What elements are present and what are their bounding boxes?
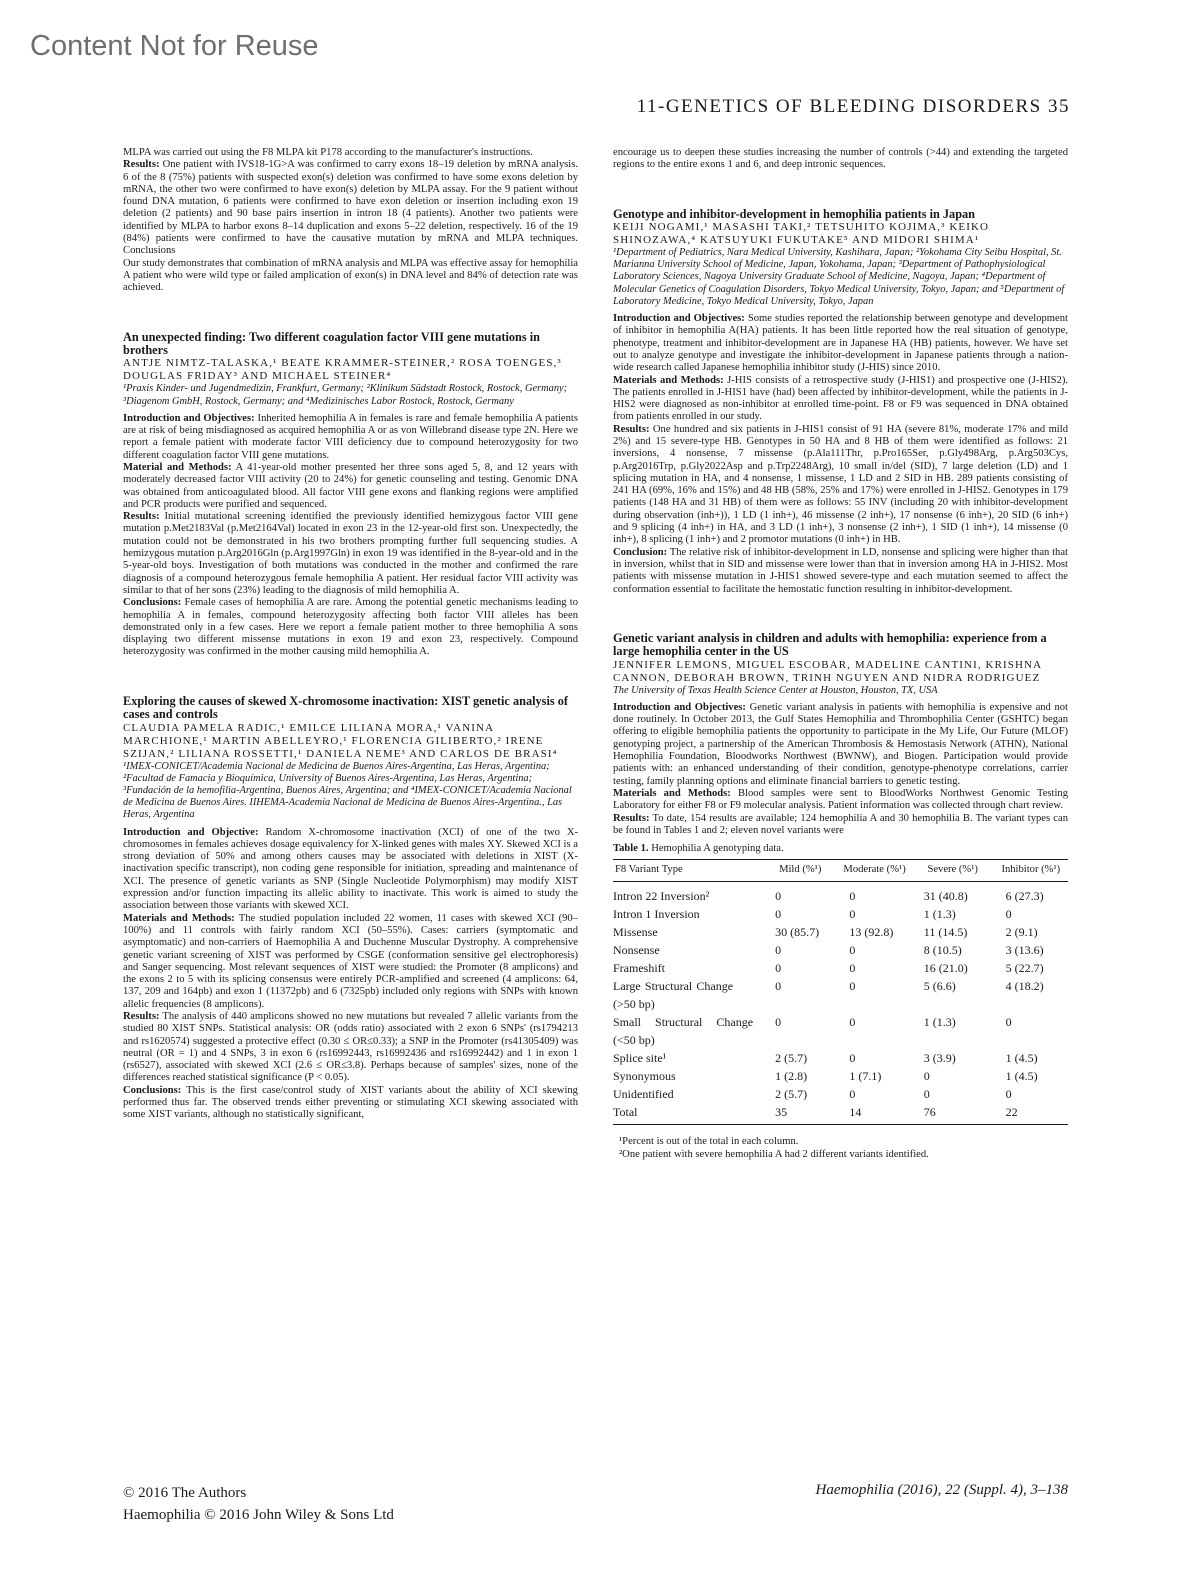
results-paragraph — [123, 511, 578, 597]
table-cell: 31 (40.8) — [923, 889, 968, 904]
abstract-continuation: MLPA was carried out using the F8 MLPA kit P178 according to the manufacturer's instructions. — [123, 147, 533, 158]
right-column — [613, 147, 1068, 1161]
abstract-continuation-conclusion: Our study demonstrates that combination of mRNA analysis and MLPA was effective assay for hemophilia A patient who were wild type or failed amplication of exon(s) in DNA level and 84% of detection rate was achieved. — [123, 257, 578, 294]
table-cell: 2 (5.7) — [775, 1087, 808, 1102]
table-footnotes — [613, 1135, 1068, 1161]
abstract-continuation: encourage us to deepen these studies increasing the number of controls (>44) and extending the targeted regions to the entire exons 1 and 6, and deep intronic sequences. — [613, 147, 1068, 171]
abstract-us-variant-analysis — [613, 632, 1068, 1162]
section-label: Conclusion: — [613, 546, 668, 558]
methods-paragraph — [123, 913, 578, 1011]
affiliations: The University of Texas Health Science Center at Houston, Houston, TX, USA — [613, 684, 938, 696]
table-cell: Large Structural Change (>50 bp) — [613, 979, 734, 1012]
abstract-two-mutations — [123, 331, 578, 659]
section-text: Some studies reported the relationship between genotype and development of inhibitor in hemophilia A(HA) patients. It has been little reported how the real situation of genotype, phenotype, treatment and inhibitor-development are in Japanese HA (HB) patients, however. We have set out to analyze genotype and investigate the inhibitor-development in Japanese patients through a nation-wide research called Japanese hemophilia inhibitor study (J-HIS) since 2010. — [613, 313, 1068, 374]
results-paragraph — [613, 813, 1068, 838]
genotyping-table — [613, 859, 1068, 1125]
running-head: 11-GENETICS OF BLEEDING DISORDERS 35 — [636, 96, 1070, 117]
table-cell: Synonymous — [613, 1069, 676, 1084]
table-cell: 6 (27.3) — [1005, 889, 1044, 904]
section-label: Results: — [613, 423, 650, 435]
table-cell: 0 — [849, 1015, 856, 1030]
column-header: Moderate (%¹) — [837, 860, 911, 882]
section-label: Material and Methods: — [123, 461, 232, 473]
table-row-total — [613, 1103, 1068, 1125]
table-cell: Small Structural Change (<50 bp) — [613, 1015, 754, 1048]
table-caption-label: Table 1. — [613, 843, 649, 855]
author-list: KEIJI NOGAMI,¹ MASASHI TAKI,² TETSUHITO KOJIMA,³ KEIKO SHINOZAWA,⁴ KATSUYUKI FUKUTAKE⁵ AND MIDORI SHIMA¹ — [613, 221, 990, 246]
section-text: To date, 154 results are available; 124 hemophilia A and 30 hemophilia B. The variant types can be found in Tables 1 and 2; eleven novel variants were — [613, 812, 1068, 836]
left-column — [123, 147, 578, 1122]
section-text: Female cases of hemophilia A are rare. Among the potential genetic mechanisms leading to hemophilia A in females, compound heterozygosity affecting both factor VIII alleles has been demonstrated only in a few cases. Here we report a female patient mother to three hemophilia A sons displaying two different missense mutations in exon 19 and exon 23, respectively. Compound heterozygosity was confirmed in the mother causing mild hemophilia A. — [123, 597, 578, 658]
section-text: The relative risk of inhibitor-development in LD, nonsense and splicing were higher than that in inversion, whilst that in SID and missense were lower than that in inversion among HA in J-HIS2. Most patients with missense mutation in J-HIS1 showed severe-type and each mutation seemed to affect the conformation essential to facilitate the hemostatic function resulting in inhibitor-development. — [613, 546, 1068, 595]
section-text: The studied population included 22 women, 11 cases with skewed XCI (90–100%) and 11 controls with fairly random XCI (50–55%). Cases: carriers (symptomatic and asymptomatic) and non-carriers of Haemophilia A and Duchenne Muscular Dystrophy. A comprehensive genetic variant screening of XIST was performed by CSGE (conformation sensitive gel electrophoresis) and Sanger sequencing. Most relevant sequences of XIST were studied: the Promoter (8 amplicons) and the exons 2 to 5 with its splicing consensus were entirely PCR-amplified and screened (4 amplicons: 64, 137, 209 and 164pb) and exon 1 (11372pb) and 6 (7325pb) included only regions with SNPs with known allelic frequencies (8 amplicons). — [123, 912, 578, 1010]
table-row — [613, 882, 1068, 906]
table-cell: Frameshift — [613, 961, 665, 976]
intro-paragraph — [123, 413, 578, 462]
table-cell: 1 (4.5) — [1005, 1051, 1038, 1066]
conclusion-paragraph — [613, 547, 1068, 596]
table-cell: 3 (3.9) — [923, 1051, 956, 1066]
table-row — [613, 905, 1068, 923]
table-cell: 0 — [775, 961, 782, 976]
table-cell: 1 (1.3) — [923, 1015, 956, 1030]
intro-paragraph — [123, 827, 578, 913]
table-cell: 0 — [923, 1069, 930, 1084]
abstract-title: Genotype and inhibitor-development in hemophilia patients in Japan — [613, 206, 976, 221]
table-cell: 30 (85.7) — [775, 925, 820, 940]
table-cell: 0 — [775, 943, 782, 958]
table-header-row — [613, 860, 1068, 882]
footer-citation: Haemophilia (2016), 22 (Suppl. 4), 3–138 — [815, 1482, 1068, 1498]
section-text: Random X-chromosome inactivation (XCI) of one of the two X-chromosomes in females achieves dosage equivalency for X-linked genes with males XY. Skewed XCI is a strong deviation of 50% and among others causes may be associated with deletions in XIST (X-inactivation specific transcript), non coding gene responsible for initiation, spreading and maintenance of XCI. The presence of genetic variants as SNP (Single Nucleotide Polymorphism) may modify XIST expression and/or function impacting its allelic ability to inactivate. This work is aimed to study the association between those variants with skewed XCI. — [123, 826, 579, 912]
methods-paragraph — [123, 462, 578, 511]
column-header: F8 Variant Type — [613, 860, 763, 882]
section-label: Introduction and Objectives: — [613, 313, 745, 325]
abstract-title: Exploring the causes of skewed X-chromosome inactivation: XIST genetic analysis of cases and controls — [123, 693, 568, 722]
table-cell: Splice site¹ — [613, 1051, 667, 1066]
conclusions-paragraph — [123, 1085, 578, 1122]
section-label: Results: — [123, 1011, 160, 1022]
table-caption-text: Hemophilia A genotyping data. — [651, 843, 784, 855]
table-cell: 0 — [1005, 907, 1012, 922]
section-text: One patient with IVS18-1G>A was confirmed to carry exons 18–19 deletion by mRNA analysis. 6 of the 8 (75%) patients with suspected exon(s) deletion was confirmed to have some exons deletion by mRNA, the other two were confirmed to have exon(s) deletion by MLPA assay. For the 9 patient without found DNA mutation, 6 patients were confirmed to have exon deletion or insertion including exon 19 deletion (2 patients) and 90 base pairs insertion in intron 18 (4 patients). Another two patients were identified by MLPA to harbor exons 8–14 duplication and exons 5–22 deletion, respectively. 16 of the 19 (84%) patients were confirmed to have the causative mutation by mRNA and MLPA techniques. Conclusions — [123, 159, 578, 257]
intro-paragraph — [613, 313, 1068, 374]
abstract-japan-inhibitor — [613, 208, 1068, 596]
author-list: ANTJE NIMTZ-TALASKA,¹ BEATE KRAMMER-STEINER,² ROSA TOENGES,³ DOUGLAS FRIDAY³ AND MICHAEL STEINER⁴ — [123, 357, 562, 383]
affiliations: ¹IMEX-CONICET/Academia Nacional de Medicina de Buenos Aires-Argentina, Las Heras, Argentina; ²Facultad de Famacia y Bioquímica, University of Buenos Aires-Argentina, Las Heras, Argentina; ³Fundación de la hemofilia-Argentina, Buenos Aires, Argentina; and ⁴IMEX-CONICET/Academia Nacional de Medicina de Buenos Aires. IIHEMA-Academia Nacional de Medicina de Buenos Aires-Argentina., Las Heras, Argentina — [123, 760, 572, 821]
table-cell: 0 — [775, 1015, 782, 1030]
table-row — [613, 923, 1068, 941]
author-list: JENNIFER LEMONS, MIGUEL ESCOBAR, MADELINE CANTINI, KRISHNA CANNON, DEBORAH BROWN, TRINH NGUYEN AND NIDRA RODRIGUEZ — [613, 658, 1042, 684]
results-paragraph — [613, 424, 1068, 547]
table-cell: 1 (1.3) — [923, 907, 956, 922]
table-cell: Intron 1 Inversion — [613, 907, 700, 922]
table-cell: 5 (22.7) — [1005, 961, 1044, 976]
table-cell: 13 (92.8) — [849, 925, 894, 940]
table-cell: 0 — [849, 979, 856, 994]
table-row — [613, 1085, 1068, 1103]
table-cell: 14 — [837, 1103, 911, 1125]
table-cell: Total — [613, 1103, 763, 1125]
section-text: J-HIS consists of a retrospective study (J-HIS1) and prospective one (J-HIS2). The patients enrolled in J-HIS1 have (had) been affected by inhibitor-development, while the patients in J-HIS2 were diagnosed as non-inhibitor at enrolled time-point. F8 or F9 was sequenced in DNA obtained from patients enrolled in our study. — [613, 374, 1068, 423]
affiliations: ¹Department of Pediatrics, Nara Medical University, Kashihara, Japan; ²Yokohama City Seibu Hospital, St. Marianna University School of Medicine, Japan, Yokohama, Japan; ³Department of Pathophysiological Laboratory Sciences, Nagoya University Graduate School of Medicine, Nagoya, Japan; ⁴Department of Molecular Genetics of Coagulation Disorders, Tokyo Medical University, Tokyo, Japan; and ⁵Department of Laboratory Medicine, Tokyo Medical University, Tokyo, Japan — [613, 247, 1065, 307]
methods-paragraph — [613, 788, 1068, 813]
footer-copyright — [123, 1482, 394, 1526]
table-cell: 0 — [923, 1087, 930, 1102]
table-cell: 0 — [849, 943, 856, 958]
section-label: Introduction and Objective: — [123, 826, 259, 838]
table-cell: 2 (5.7) — [775, 1051, 808, 1066]
table-cell: 35 — [763, 1103, 837, 1125]
section-text: Genetic variant analysis in patients with hemophilia is expensive and not done routinely. In October 2013, the Gulf States Hemophilia and Thrombophilia Center (GSHTC) began offering to eligible hemophilia patients the opportunity to participate in the My Life, Our Future (MLOF) genotyping project, a partnership of the American Thrombosis & Hemostasis Network (ATHN), National Hemophilia Foundation, Bloodworks Northwest (BWNW), and Biogen. Participation would provide patients with: an enhanced understanding of their condition, genotype-phenotype correlations, carrier testing, family planning options and eliminate financial barriers to genetic testing. — [613, 701, 1068, 787]
table-cell: 11 (14.5) — [923, 925, 968, 940]
table-cell: 3 (13.6) — [1005, 943, 1044, 958]
section-label: Introduction and Objectives: — [613, 701, 746, 713]
table-cell: 22 — [994, 1103, 1068, 1125]
table-row — [613, 1013, 1068, 1049]
abstract-continuation-results — [123, 159, 578, 257]
table-row — [613, 977, 1068, 1013]
section-label: Results: — [123, 159, 160, 171]
table-row — [613, 941, 1068, 959]
column-header: Inhibitor (%¹) — [994, 860, 1068, 882]
table-cell: 0 — [1005, 1087, 1012, 1102]
section-label: Introduction and Objectives: — [123, 412, 255, 424]
table-cell: Nonsense — [613, 943, 660, 958]
table-cell: 2 (9.1) — [1005, 925, 1038, 940]
table-cell: Missense — [613, 925, 658, 940]
section-text: Initial mutational screening identified the previously identified hemizygous factor VIII gene mutation p.Met2183Val (p.Met2164Val) located in exon 23 in the 12-year-old first son. Unexpectedly, the mutation could not be demonstrated in his two brothers prompting further full sequencing studies. A hemizygous mutation p.Arg2016Gln (p.Arg1997Gln) in exon 19 was identified in the 8-year-old and in the 5-year-old boys. Investigation of both mutations was conducted in the mother and confirmed the rare diagnosis of a compound heterozygous female hemophilia A patient. Her residual factor VIII activity was similar to that of her sons (23%) leading to the diagnosis of mild hemophilia A. — [123, 511, 578, 596]
copyright-authors: © 2016 The Authors — [123, 1485, 247, 1501]
table-cell: 0 — [775, 889, 782, 904]
table-row — [613, 959, 1068, 977]
abstract-title: Genetic variant analysis in children and adults with hemophilia: experience from a large hemophilia center in the US — [613, 630, 1047, 659]
author-list: CLAUDIA PAMELA RADIC,¹ EMILCE LILIANA MORA,¹ VANINA MARCHIONE,¹ MARTIN ABELLEYRO,¹ FLORENCIA GILIBERTO,² IRENE SZIJAN,² LILIANA ROSSETTI,¹ DANIELA NEME³ AND CARLOS DE BRASI⁴ — [123, 721, 558, 760]
section-text: Blood samples were sent to BloodWorks Northwest Genomic Testing Laboratory for either F8 or F9 molecular analysis. Patient information was collected through chart review. — [613, 787, 1068, 812]
section-label: Conclusions: — [123, 1084, 182, 1096]
abstract-title: An unexpected finding: Two different coagulation factor VIII gene mutations in brothers — [123, 329, 540, 357]
intro-paragraph — [613, 702, 1068, 788]
table-cell: 5 (6.6) — [923, 979, 956, 994]
table-cell: 0 — [849, 907, 856, 922]
table-cell: 8 (10.5) — [923, 943, 962, 958]
conclusions-paragraph — [123, 597, 578, 658]
table-cell: 0 — [849, 889, 856, 904]
column-header: Mild (%¹) — [763, 860, 837, 882]
column-header: Severe (%¹) — [912, 860, 994, 882]
table-cell: 16 (21.0) — [923, 961, 968, 976]
table-cell: 0 — [849, 1087, 856, 1102]
table-row — [613, 1067, 1068, 1085]
section-text: The analysis of 440 amplicons showed no new mutations but revealed 7 allelic variants from the studied 80 XIST SNPs. Statistical analysis: OR (odds ratio) associated with 2 exon 6 SNPs' (rs1794213 and rs1620574) suggested a protective effect (0.30 ≤ OR≤0.33); a SNP in the Promoter (rs41305409) was neutral (OR = 1) and 4 SNPs, 3 in exon 6 (rs16992443, rs16992436 and rs16992442) and 1 in exon 1 (rs6527), associated with skewed XCI (2.6 ≤ OR≤3.8). Perhaps because of samples' sizes, none of the differences reached statistical significance (P < 0.05). — [123, 1011, 578, 1084]
section-label: Results: — [123, 511, 160, 523]
abstract-xist — [123, 695, 578, 1122]
section-text: One hundred and six patients in J-HIS1 consist of 91 HA (severe 81%, moderate 17% and mild 2%) and 15 severe-type HB. Genotypes in 50 HA and 8 HB of them were identified as follows: 21 inversions, 4 nonsense, 7 missense (p.Ala111Thr, p.Pro165Ser, p.Gly498Arg, p.Arg503Cys, p.Arg2016Trp, p.Gly2022Asp and p.Trp2248Arg), 10 small in/del (SID), 7 large deletion (LD) and 1 splicing mutation in HA, and 4 nonsense, 1 missense, 1 LD and 2 SID in HB. 289 patients consisting of 241 HA (69%, 16% and 15%) and 48 HB (58%, 25% and 17%) were enrolled in J-HIS2. Genotypes in 179 patients (148 HA and 31 HB) of them were as follows: 55 INV (including 20 with inhibitor-development during observation (inh+)), 1 LD (1 inh+), 46 missense (2 inh+), 17 nonsense (6 inh+), 20 SID (6 inh+) and 9 splicing (4 inh+) in HA, and 3 LD (1 inh+), 3 nonsense (2 inh+), 1 SID (1 inh+), 14 missense (0 inh+), 8 splicing (1 inh+) and 2 promotor mutations (0 inh+) in HB. — [613, 423, 1068, 546]
affiliations: ¹Praxis Kinder- und Jugendmedizin, Frankfurt, Germany; ²Klinikum Südstadt Rostock, Rostock, Germany; ³Diagenom GmbH, Rostock, Germany; and ⁴Medizinisches Labor Rostock, Rostock, Germany — [123, 383, 568, 407]
methods-paragraph — [613, 375, 1068, 424]
table-cell: 1 (4.5) — [1005, 1069, 1038, 1084]
results-paragraph — [123, 1011, 578, 1085]
section-label: Materials and Methods: — [613, 787, 731, 799]
table-row — [613, 1049, 1068, 1067]
table-cell: 0 — [775, 979, 782, 994]
section-label: Results: — [613, 812, 650, 824]
table-footnote: ¹Percent is out of the total in each column. — [619, 1136, 799, 1148]
table-cell: 76 — [912, 1103, 994, 1125]
watermark: Content Not for Reuse — [30, 30, 319, 62]
table-cell: 4 (18.2) — [1005, 979, 1044, 994]
table-cell: 1 (2.8) — [775, 1069, 808, 1084]
table-cell: 1 (7.1) — [849, 1069, 882, 1084]
table-cell: 0 — [849, 1051, 856, 1066]
table-cell: Intron 22 Inversion² — [613, 889, 710, 904]
copyright-publisher: Haemophilia © 2016 John Wiley & Sons Ltd — [123, 1507, 394, 1523]
table-footnote: ²One patient with severe hemophilia A had 2 different variants identified. — [619, 1149, 929, 1161]
section-text: This is the first case/control study of XIST variants about the ability of XCI skewing performed thus far. The observed trends either preventing or stimulating XCI skewing associated with some XIST variants, although no statistically significant, — [123, 1084, 578, 1121]
table-cell: Unidentified — [613, 1087, 674, 1102]
table-cell: 0 — [849, 961, 856, 976]
table-caption — [613, 843, 1068, 855]
table-cell: 0 — [775, 907, 782, 922]
section-label: Materials and Methods: — [613, 374, 724, 386]
section-text: A 41-year-old mother presented her three sons aged 5, 8, and 12 years with moderately decreased factor VIII activity (20 to 24%) for genetic counseling and testing. Genomic DNA was obtained from anticoagulated blood. All factor VIII gene exons and flanking regions were amplified and PCR products were purified and sequenced. — [123, 461, 578, 510]
section-text: Inherited hemophilia A in females is rare and female hemophilia A patients are at risk of being misdiagnosed as acquired hemophilia A or as von Willebrand disease type 2N. Here we report a female patient with moderate factor VIII deficiency due to compound heterozygosity for two different coagulation factor VIII gene mutations. — [123, 412, 578, 461]
table-cell: 0 — [1005, 1015, 1012, 1030]
section-label: Materials and Methods: — [123, 912, 235, 924]
section-label: Conclusions: — [123, 597, 182, 609]
